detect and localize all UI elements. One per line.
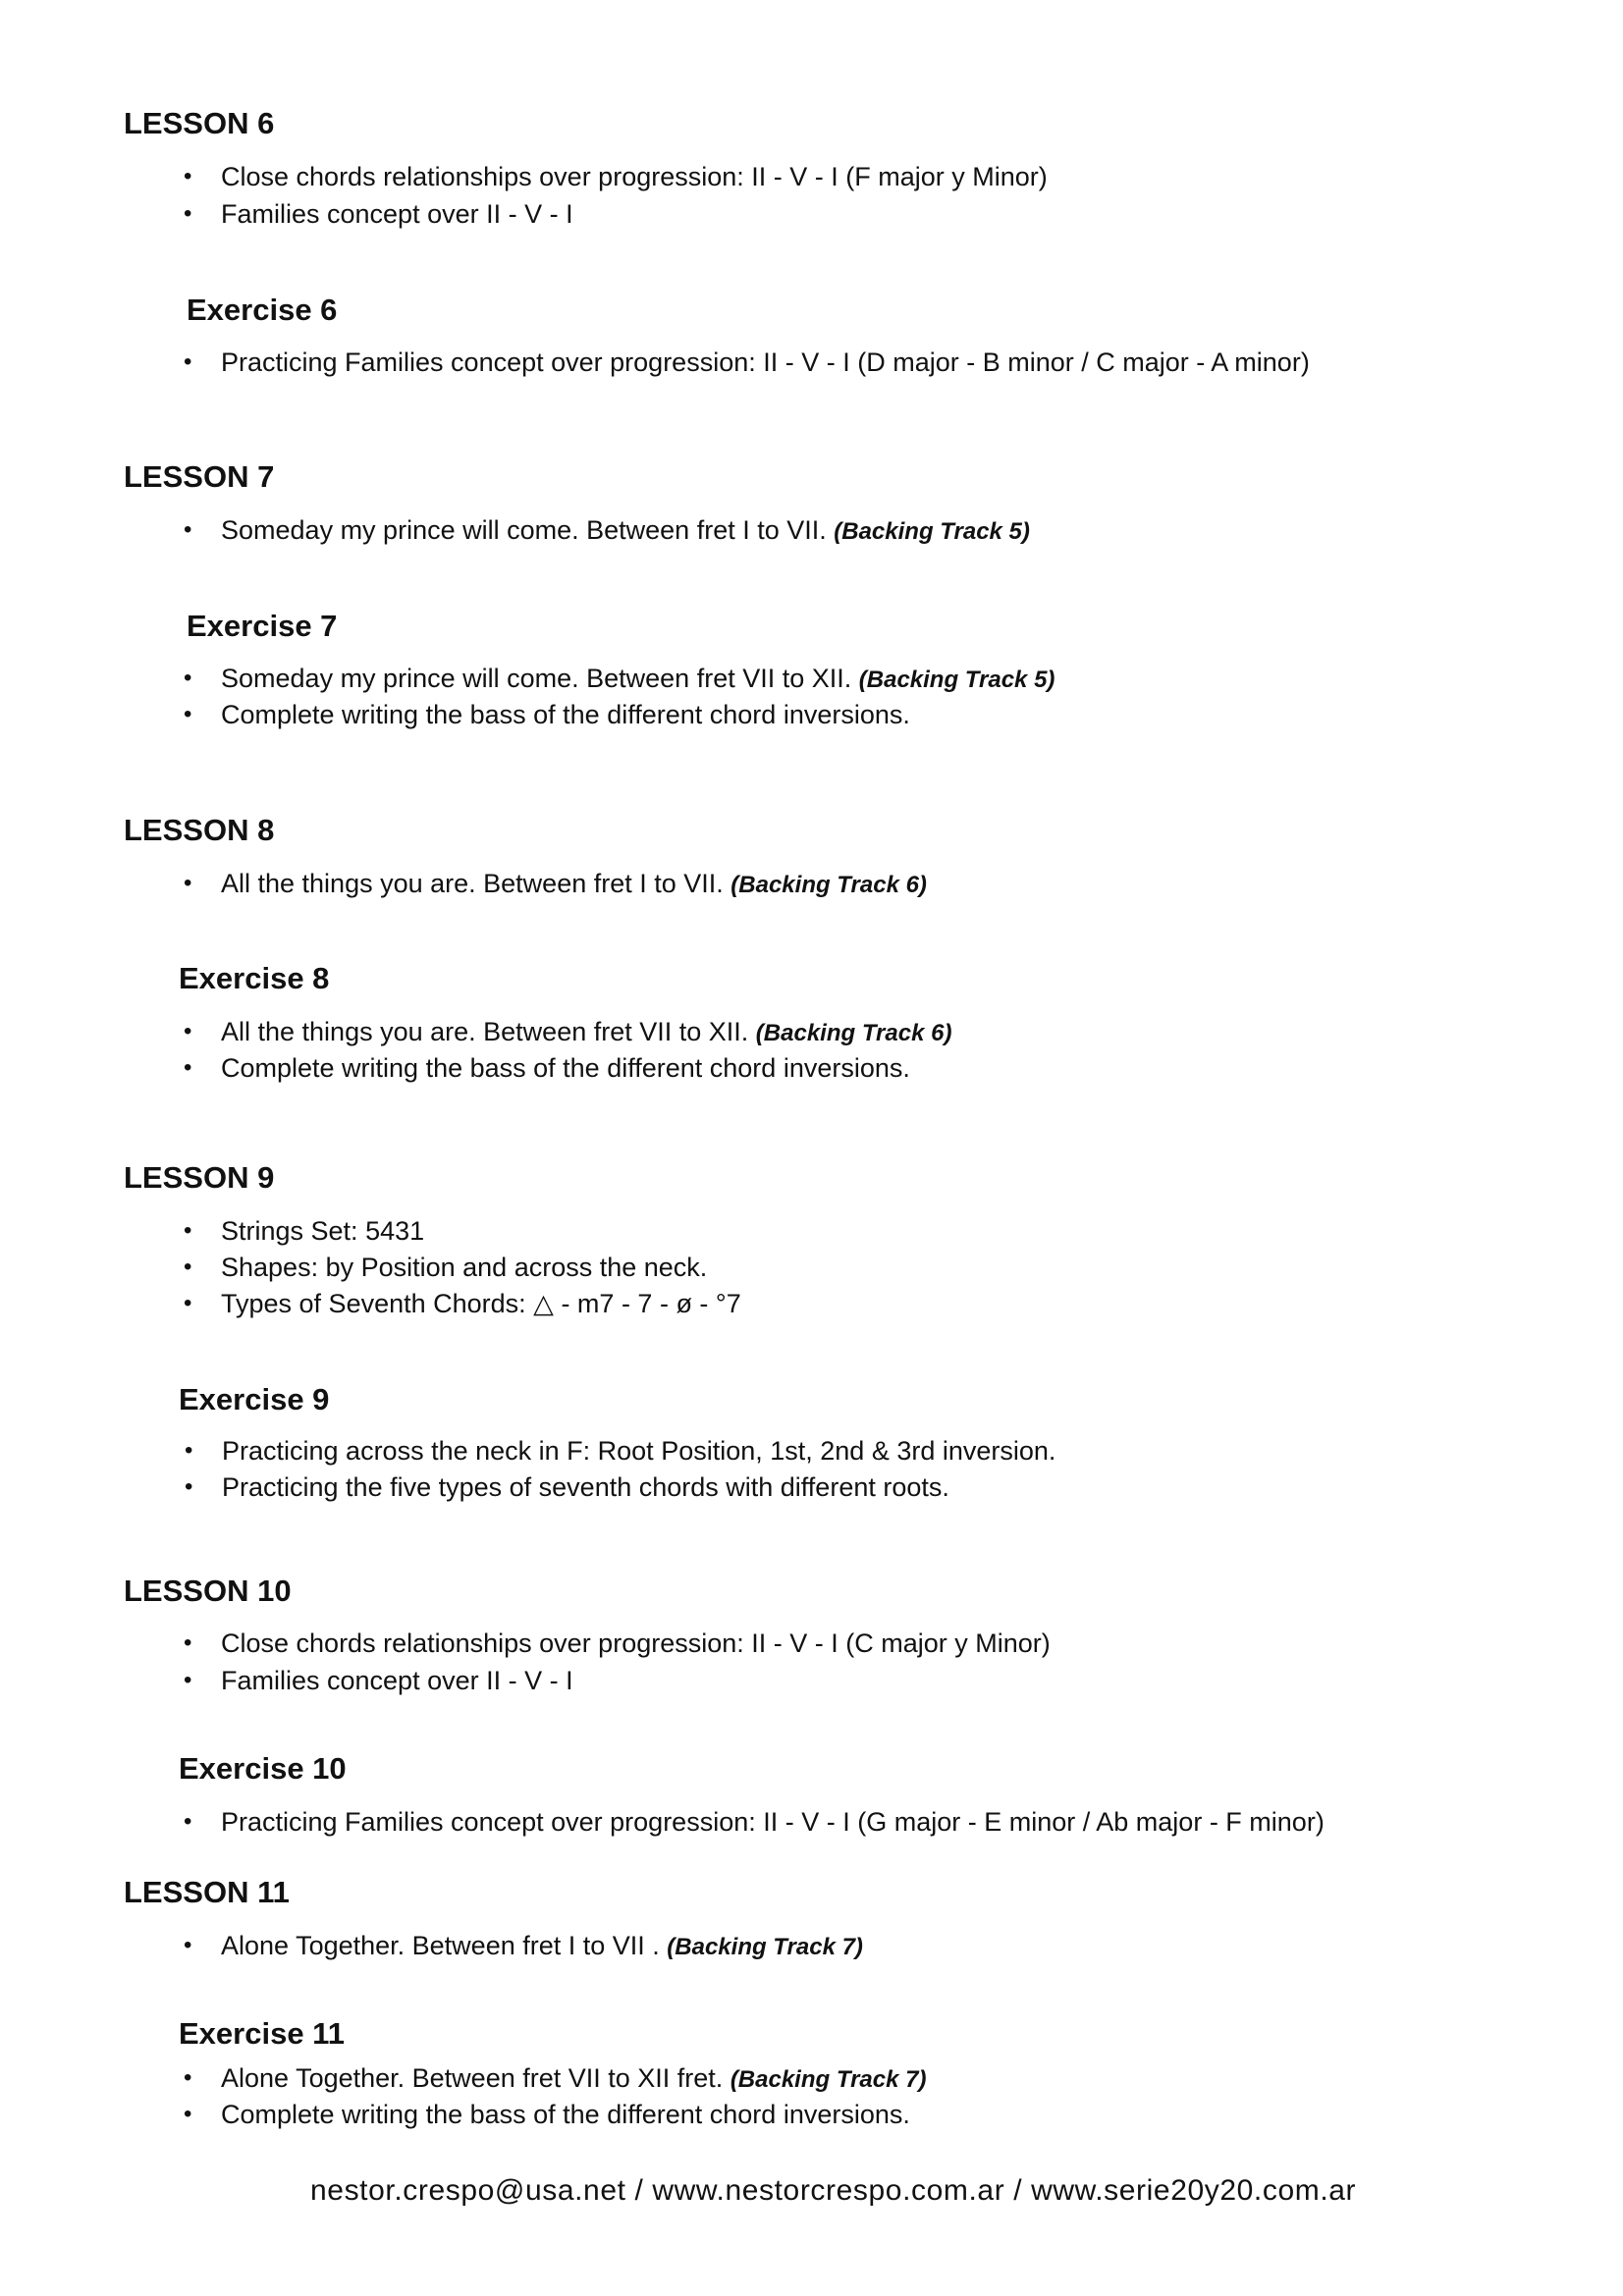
item-text: Someday my prince will come. Between fret VII to XII.: [221, 664, 859, 693]
lesson-6-heading: LESSON 6: [124, 106, 275, 140]
exercise-10-heading: Exercise 10: [179, 1751, 347, 1786]
list-item: [184, 196, 573, 232]
bullet-icon: •: [184, 1054, 192, 1081]
backing-track-label: (Backing Track 7): [667, 1934, 863, 1960]
exercise-8-heading: Exercise 8: [179, 961, 330, 995]
bullet-icon: •: [184, 348, 192, 375]
list-item: [184, 1663, 573, 1698]
item-text: Practicing across the neck in F: Root Position, 1st, 2nd & 3rd inversion.: [222, 1436, 1056, 1466]
item-text: Types of Seventh Chords: △ - m7 - 7 - ø - °7: [221, 1289, 741, 1318]
lesson-11-heading: LESSON 11: [124, 1875, 290, 1909]
bullet-icon: •: [184, 1629, 192, 1656]
bullet-icon: •: [184, 1808, 192, 1835]
list-item: [185, 1469, 949, 1505]
bullet-icon: •: [184, 1018, 192, 1044]
bullet-icon: •: [184, 701, 192, 727]
item-text: Close chords relationships over progression: II - V - I (F major y Minor): [221, 162, 1048, 191]
exercise-11-heading: Exercise 11: [179, 2016, 345, 2051]
backing-track-label: (Backing Track 5): [834, 518, 1030, 545]
exercise-6-heading: Exercise 6: [187, 293, 338, 327]
list-item: [184, 866, 927, 903]
bullet-icon: •: [184, 2101, 192, 2127]
list-item: [184, 512, 1030, 550]
bullet-icon: •: [184, 2064, 192, 2091]
list-item: [185, 1433, 1056, 1468]
bullet-icon: •: [185, 1437, 193, 1464]
list-item: [184, 159, 1048, 194]
item-text: Alone Together. Between fret I to VII .: [221, 1931, 668, 1960]
list-item: [184, 661, 1055, 698]
list-item: [184, 1928, 863, 1965]
exercise-7-heading: Exercise 7: [187, 609, 338, 643]
bullet-icon: •: [184, 1932, 192, 1958]
item-text: Families concept over II - V - I: [221, 1666, 573, 1695]
list-item: [184, 2060, 927, 2098]
item-text: Close chords relationships over progression: II - V - I (C major y Minor): [221, 1629, 1051, 1658]
backing-track-label: (Backing Track 7): [730, 2066, 927, 2093]
item-text: Alone Together. Between fret VII to XII fret.: [221, 2063, 730, 2093]
bullet-icon: •: [184, 516, 192, 543]
item-text: Practicing the five types of seventh chords with different roots.: [222, 1472, 949, 1502]
lesson-10-heading: LESSON 10: [124, 1574, 292, 1608]
lesson-7-heading: LESSON 7: [124, 459, 275, 494]
bullet-icon: •: [184, 1217, 192, 1244]
list-item: [184, 1014, 952, 1051]
item-text: Shapes: by Position and across the neck.: [221, 1253, 708, 1282]
list-item: [184, 1250, 708, 1285]
backing-track-label: (Backing Track 5): [858, 667, 1055, 693]
item-text: Complete writing the bass of the different chord inversions.: [221, 1053, 910, 1083]
lesson-9-heading: LESSON 9: [124, 1160, 275, 1195]
list-item: [184, 697, 910, 732]
bullet-icon: •: [184, 1667, 192, 1693]
list-item: [184, 345, 1310, 380]
item-text: Practicing Families concept over progression: II - V - I (G major - E minor / Ab major - F minor): [221, 1807, 1325, 1837]
item-text: All the things you are. Between fret VII to XII.: [221, 1017, 756, 1046]
item-text: All the things you are. Between fret I to VII.: [221, 869, 731, 898]
page-footer-contact: nestor.crespo@usa.net / www.nestorcrespo.com.ar / www.serie20y20.com.ar: [310, 2174, 1357, 2207]
item-text: Someday my prince will come. Between fret I to VII.: [221, 515, 835, 545]
lesson-8-heading: LESSON 8: [124, 813, 275, 847]
item-text: Families concept over II - V - I: [221, 199, 573, 229]
bullet-icon: •: [184, 665, 192, 691]
item-text: Strings Set: 5431: [221, 1216, 425, 1246]
item-text: Complete writing the bass of the different chord inversions.: [221, 2100, 910, 2129]
list-item: [184, 1213, 425, 1249]
exercise-9-heading: Exercise 9: [179, 1382, 330, 1416]
bullet-icon: •: [184, 1254, 192, 1280]
list-item: [184, 2097, 910, 2132]
list-item: [184, 1286, 741, 1321]
bullet-icon: •: [184, 200, 192, 227]
list-item: [184, 1804, 1325, 1840]
bullet-icon: •: [185, 1473, 193, 1500]
list-item: [184, 1050, 910, 1086]
item-text: Complete writing the bass of the different chord inversions.: [221, 700, 910, 729]
bullet-icon: •: [184, 163, 192, 189]
bullet-icon: •: [184, 1290, 192, 1316]
list-item: [184, 1626, 1051, 1661]
bullet-icon: •: [184, 870, 192, 896]
backing-track-label: (Backing Track 6): [755, 1020, 952, 1046]
item-text: Practicing Families concept over progression: II - V - I (D major - B minor / C major - A minor): [221, 347, 1310, 377]
backing-track-label: (Backing Track 6): [730, 872, 927, 898]
